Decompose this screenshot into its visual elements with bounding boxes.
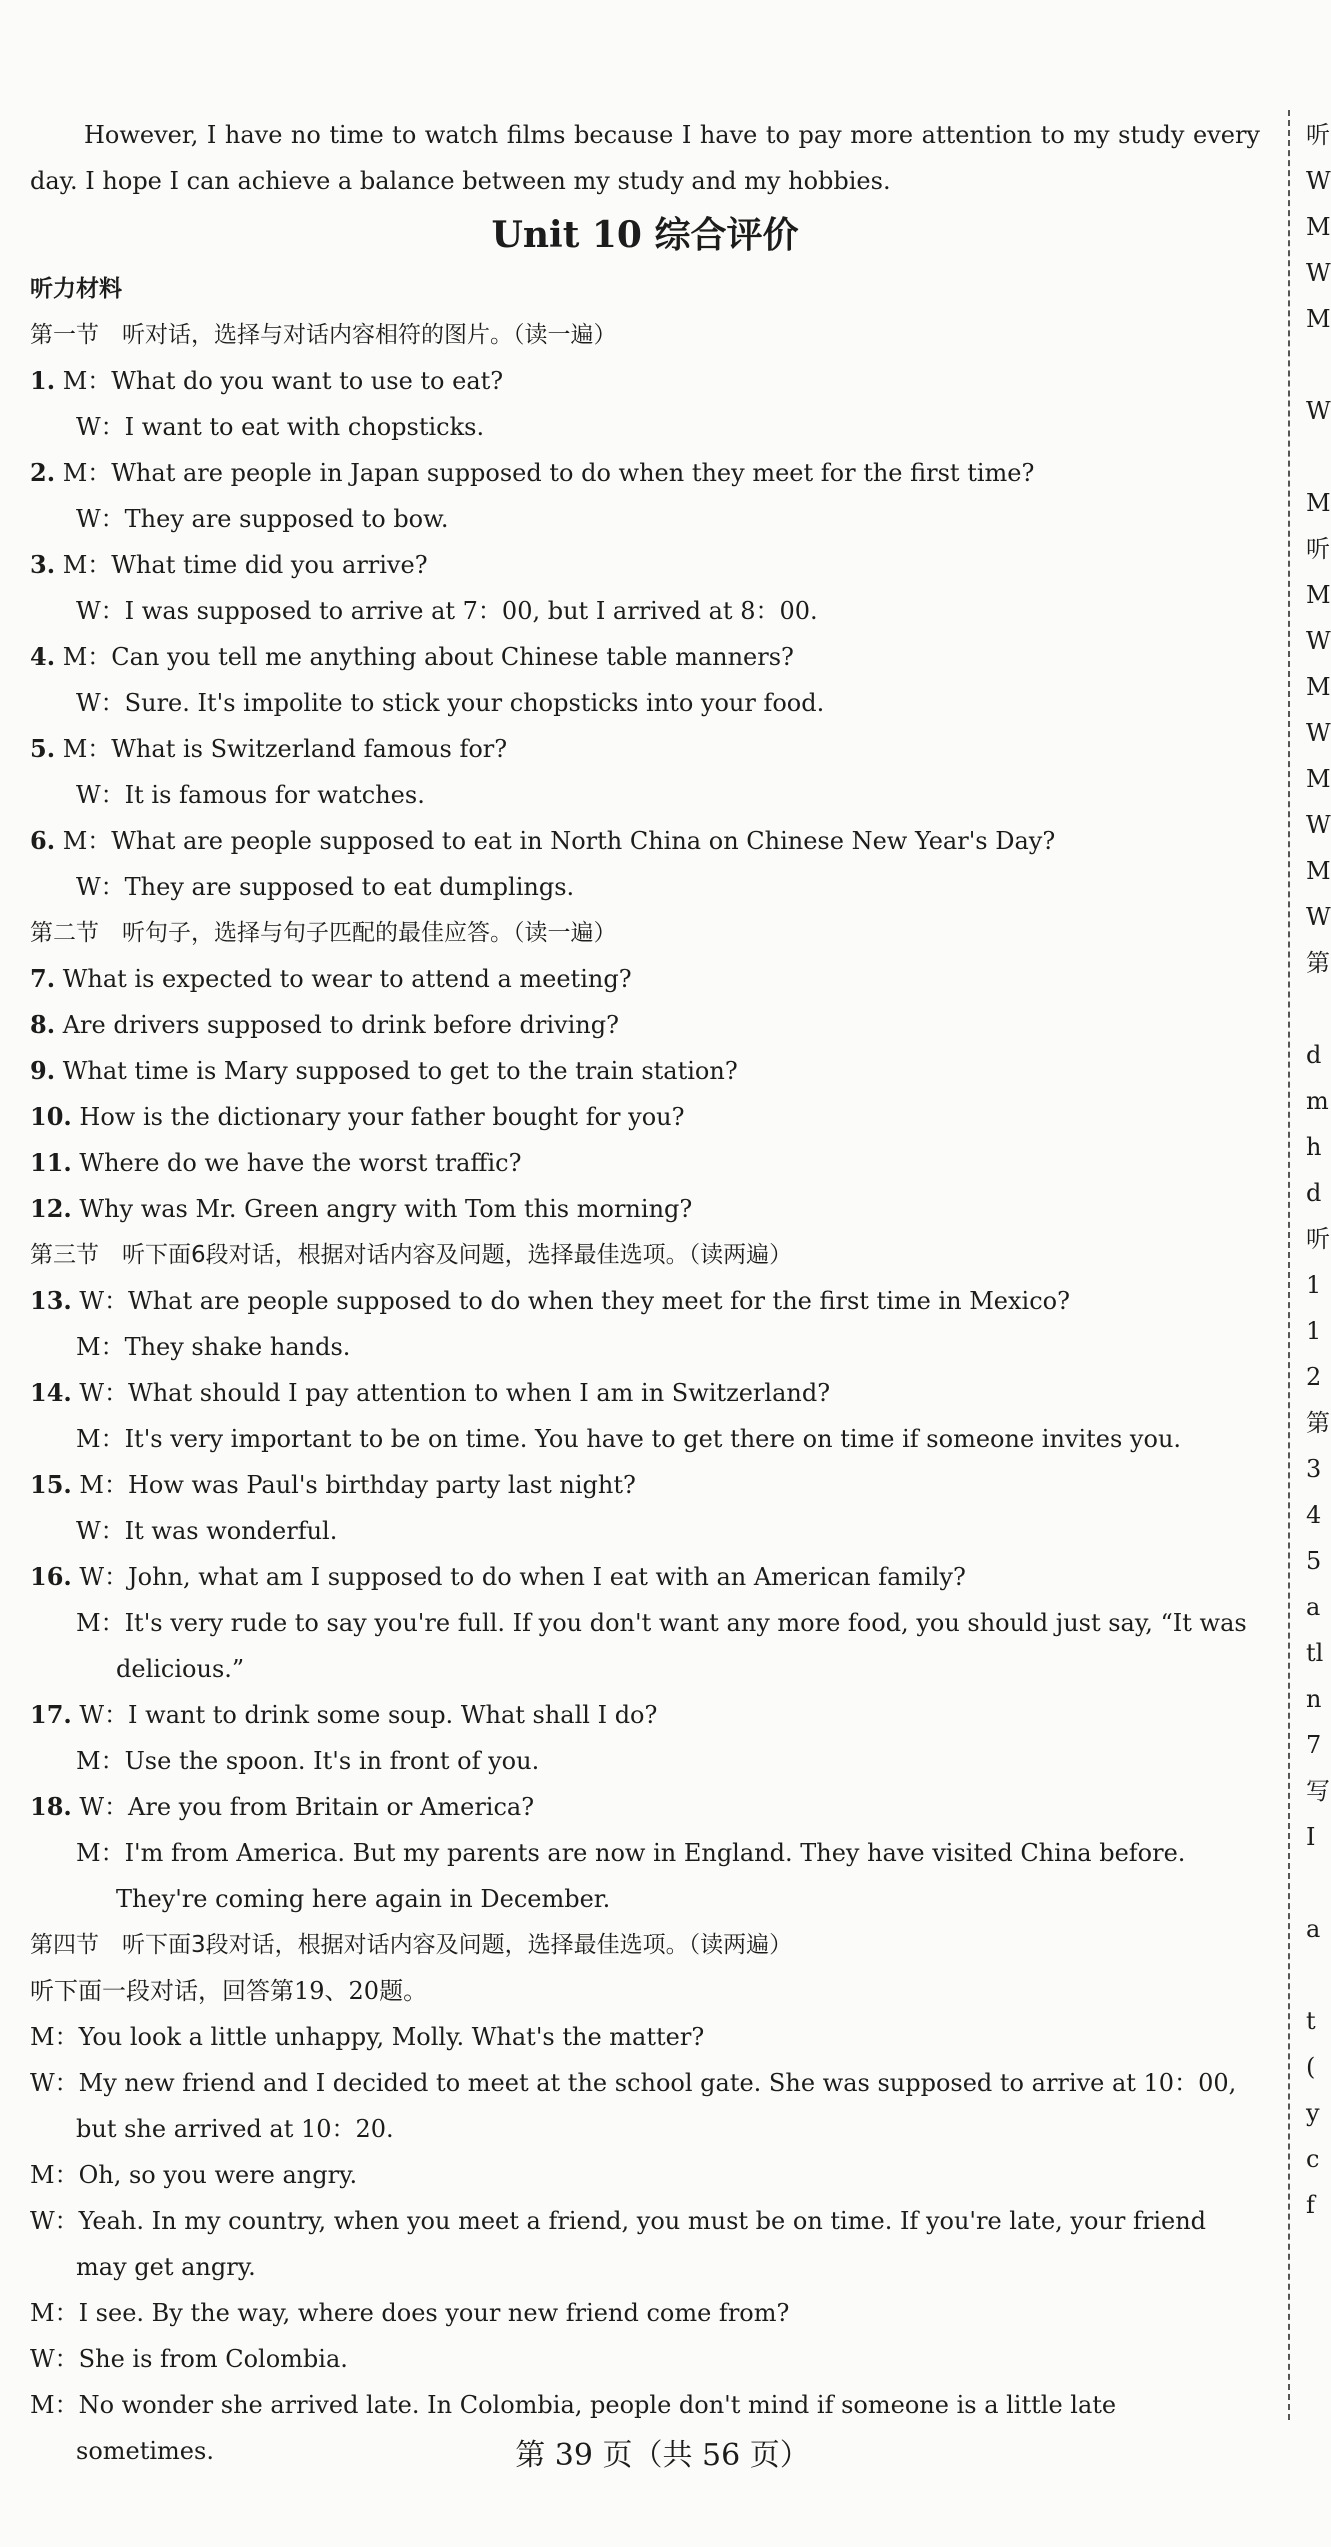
- edge-char: t: [1306, 2007, 1316, 2035]
- part4-line: W：She is from Colombia.: [30, 2345, 348, 2373]
- part2-sentence: 9. What time is Mary supposed to get to the train station?: [30, 1056, 738, 1085]
- question-number: 6.: [30, 826, 56, 855]
- listening-heading: 听力材料: [30, 276, 122, 302]
- part4-line: M：No wonder she arrived late. In Colombia, people don't mind if someone is a little late sometimes.: [30, 2391, 1117, 2465]
- edge-char: d: [1306, 1179, 1322, 1207]
- edge-char: m: [1306, 1087, 1329, 1115]
- part1-reply: W：I was supposed to arrive at 7：00, but I arrived at 8：00.: [76, 597, 818, 625]
- page-content: [30, 112, 1260, 2474]
- part2-sentence: 11. Where do we have the worst traffic?: [30, 1148, 522, 1177]
- edge-char: 听: [1306, 535, 1330, 563]
- intro-paragraph: However, I have no time to watch films because I have to pay more attention to my study every day. I hope I can achieve a balance between my study and my hobbies.: [30, 121, 1260, 195]
- part2-sentence: 7. What is expected to wear to attend a meeting?: [30, 964, 632, 993]
- part1-question: 6. M：What are people supposed to eat in North China on Chinese New Year's Day?: [30, 826, 1056, 855]
- part1-list: [30, 358, 1260, 910]
- part3-reply: M：I'm from America. But my parents are now in England. They have visited China before. They're coming here again in December.: [76, 1839, 1186, 1913]
- edge-char: W: [1306, 259, 1331, 287]
- part3-question: 15. M：How was Paul's birthday party last night?: [30, 1470, 636, 1499]
- question-number: 13.: [30, 1286, 72, 1315]
- edge-char: W: [1306, 903, 1331, 931]
- question-number: 11.: [30, 1148, 72, 1177]
- part3-question: 13. W：What are people supposed to do when they meet for the first time in Mexico?: [30, 1286, 1070, 1315]
- edge-char: 听: [1306, 1225, 1330, 1253]
- part3-reply: M：It's very rude to say you're full. If you don't want any more food, you should just say, “It was delicious.”: [76, 1609, 1247, 1683]
- part1-question: 1. M：What do you want to use to eat?: [30, 366, 504, 395]
- question-number: 18.: [30, 1792, 72, 1821]
- edge-char: c: [1306, 2145, 1320, 2173]
- column-divider: [1288, 110, 1290, 2420]
- section-1-heading: 第一节 听对话，选择与对话内容相符的图片。（读一遍）: [30, 322, 617, 348]
- part3-question: 17. W：I want to drink some soup. What shall I do?: [30, 1700, 658, 1729]
- question-number: 17.: [30, 1700, 72, 1729]
- unit-title: Unit 10 综合评价: [491, 214, 799, 256]
- edge-char: M: [1306, 673, 1331, 701]
- question-number: 4.: [30, 642, 56, 671]
- edge-char: 3: [1306, 1455, 1322, 1483]
- part4-line: M：I see. By the way, where does your new friend come from?: [30, 2299, 790, 2327]
- part3-reply: W：It was wonderful.: [76, 1517, 338, 1545]
- edge-char: I: [1306, 1823, 1316, 1851]
- edge-char: M: [1306, 489, 1331, 517]
- part1-reply: W：It is famous for watches.: [76, 781, 425, 809]
- part1-question: 5. M：What is Switzerland famous for?: [30, 734, 508, 763]
- part4-dialogue: [30, 2014, 1260, 2474]
- edge-char: d: [1306, 1041, 1322, 1069]
- part2-sentence: 12. Why was Mr. Green angry with Tom this morning?: [30, 1194, 693, 1223]
- part4-line: W：Yeah. In my country, when you meet a friend, you must be on time. If you're late, your friend may get angry.: [30, 2207, 1207, 2281]
- question-number: 15.: [30, 1470, 72, 1499]
- edge-char: 第: [1306, 949, 1330, 977]
- edge-char: tl: [1306, 1639, 1324, 1667]
- part4-line: M：Oh, so you were angry.: [30, 2161, 358, 2189]
- part2-sentence: 10. How is the dictionary your father bought for you?: [30, 1102, 685, 1131]
- question-number: 14.: [30, 1378, 72, 1407]
- question-number: 2.: [30, 458, 56, 487]
- question-number: 16.: [30, 1562, 72, 1591]
- question-number: 5.: [30, 734, 56, 763]
- section-4-heading: 第四节 听下面3段对话，根据对话内容及问题，选择最佳选项。（读两遍）: [30, 1932, 793, 1958]
- edge-char: 听: [1306, 121, 1330, 149]
- question-number: 10.: [30, 1102, 72, 1131]
- part1-question: 4. M：Can you tell me anything about Chinese table manners?: [30, 642, 794, 671]
- edge-char: 4: [1306, 1501, 1322, 1529]
- question-number: 8.: [30, 1010, 56, 1039]
- edge-char: y: [1306, 2099, 1320, 2127]
- edge-char: M: [1306, 857, 1331, 885]
- edge-char: W: [1306, 811, 1331, 839]
- part3-question: 14. W：What should I pay attention to when I am in Switzerland?: [30, 1378, 831, 1407]
- part1-reply: W：I want to eat with chopsticks.: [76, 413, 485, 441]
- edge-char: M: [1306, 581, 1331, 609]
- edge-char: W: [1306, 397, 1331, 425]
- part1-reply: W：They are supposed to eat dumplings.: [76, 873, 575, 901]
- edge-char: h: [1306, 1133, 1322, 1161]
- question-number: 9.: [30, 1056, 56, 1085]
- part3-reply: M：They shake hands.: [76, 1333, 351, 1361]
- edge-char: W: [1306, 719, 1331, 747]
- edge-char: 2: [1306, 1363, 1322, 1391]
- edge-char: W: [1306, 627, 1331, 655]
- edge-char: n: [1306, 1685, 1322, 1713]
- edge-char: W: [1306, 167, 1331, 195]
- part2-sentence: 8. Are drivers supposed to drink before driving?: [30, 1010, 619, 1039]
- part3-question: 18. W：Are you from Britain or America?: [30, 1792, 535, 1821]
- edge-char: 1: [1306, 1271, 1322, 1299]
- edge-char: 1: [1306, 1317, 1322, 1345]
- part1-question: 2. M：What are people in Japan supposed to do when they meet for the first time?: [30, 458, 1035, 487]
- edge-char: M: [1306, 305, 1331, 333]
- part4-line: W：My new friend and I decided to meet at the school gate. She was supposed to arrive at 10：00, but she arrived at 10：20.: [30, 2069, 1237, 2143]
- edge-char: 5: [1306, 1547, 1322, 1575]
- part3-list: [30, 1278, 1260, 1922]
- part3-reply: M：It's very important to be on time. You have to get there on time if someone invites you.: [76, 1425, 1182, 1453]
- edge-char: f: [1306, 2191, 1315, 2219]
- part3-reply: M：Use the spoon. It's in front of you.: [76, 1747, 540, 1775]
- part4-intro: 听下面一段对话，回答第19、20题。: [30, 1977, 428, 2005]
- part3-question: 16. W：John, what am I supposed to do when I eat with an American family?: [30, 1562, 966, 1591]
- section-3-heading: 第三节 听下面6段对话，根据对话内容及问题，选择最佳选项。（读两遍）: [30, 1242, 793, 1268]
- edge-char: [1306, 1952, 1328, 1998]
- edge-char: 第: [1306, 1409, 1330, 1437]
- next-column-edge: [1306, 112, 1331, 2228]
- part1-question: 3. M：What time did you arrive?: [30, 550, 428, 579]
- part1-reply: W：Sure. It's impolite to stick your chopsticks into your food.: [76, 689, 825, 717]
- edge-char: a: [1306, 1915, 1321, 1943]
- edge-char: [1306, 1860, 1328, 1906]
- question-number: 1.: [30, 366, 56, 395]
- edge-char: [1306, 434, 1328, 480]
- page-footer: 第 39 页（共 56 页）: [515, 2438, 810, 2473]
- edge-char: (: [1306, 2053, 1316, 2081]
- edge-char: [1306, 342, 1328, 388]
- part2-list: [30, 956, 1260, 1232]
- edge-char: 写: [1306, 1777, 1330, 1805]
- part1-reply: W：They are supposed to bow.: [76, 505, 449, 533]
- edge-char: 7: [1306, 1731, 1322, 1759]
- edge-char: M: [1306, 765, 1331, 793]
- section-2-heading: 第二节 听句子，选择与句子匹配的最佳应答。（读一遍）: [30, 920, 617, 946]
- edge-char: [1306, 986, 1328, 1032]
- part4-line: M：You look a little unhappy, Molly. What's the matter?: [30, 2023, 705, 2051]
- question-number: 12.: [30, 1194, 72, 1223]
- edge-char: M: [1306, 213, 1331, 241]
- question-number: 7.: [30, 964, 56, 993]
- edge-char: a: [1306, 1593, 1321, 1621]
- question-number: 3.: [30, 550, 56, 579]
